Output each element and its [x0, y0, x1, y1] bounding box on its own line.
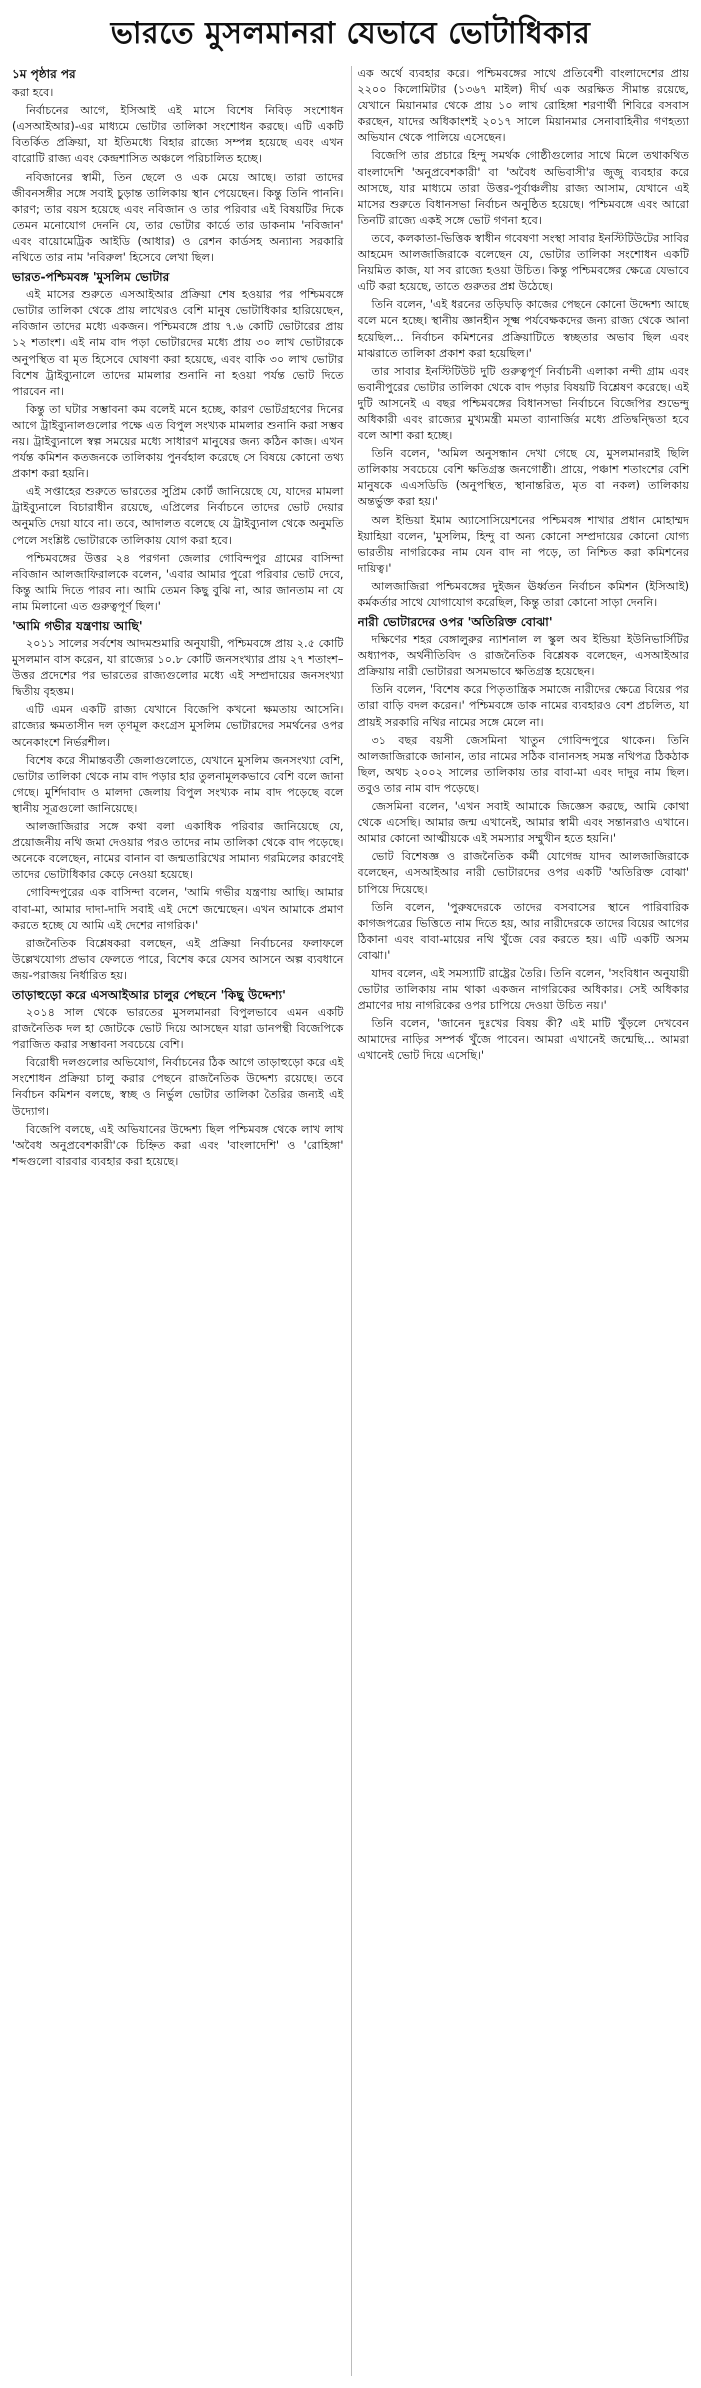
paragraph: তিনি বলেন, 'জানেন দুঃখের বিষয় কী? এই মাটি খুঁড়লে দেখবেন আমাদের নাড়ির সম্পর্ক খুঁজে পাবেন। আমরা এখানেই জন্মেছি... আমরা এখানেই ভোট দিয়ে এসেছি।' — [357, 1017, 689, 1063]
paragraph: ২০১১ সালের সর্বশেষ আদমশুমারি অনুযায়ী, পশ্চিমবঙ্গে প্রায় ২.৫ কোটি মুসলমান বাস করেন, যা রাজ্যের ১০.৮ কোটি জনসংখ্যার প্রায় ২৭ শতাংশ– উত্তর প্রদেশের পর ভারতের রাজ্যগুলোর মধ্যে এই সম্প্রদায়ের জনসংখ্যা দ্বিতীয় বৃহত্তম। — [12, 637, 344, 699]
paragraph: তবে, কলকাতা-ভিত্তিক স্বাধীন গবেষণা সংস্থা সাবার ইনস্টিটিউটের সাবির আহমেদ আলজাজিরাকে বলেছেন যে, ভোটার তালিকা সংশোধন একটি নিয়মিত কাজ, যা সব রাজ্যে হওয়া উচিত। কিন্তু পশ্চিমবঙ্গের ক্ষেত্রে যেভাবে এটি করা হয়েছে, তাতে গুরুতর প্রশ্ন উঠেছে। — [357, 231, 689, 294]
paragraph: দক্ষিণের শহর বেঙ্গালুরুর ন্যাশনাল ল স্কুল অব ইন্ডিয়া ইউনিভার্সিটির অধ্যাপক, অর্থনীতিবিদ ও রাজনৈতিক বিশ্লেষক বলেছেন, এসআইআর প্রক্রিয়ায় নারী ভোটাররা অসমভাবে ক্ষতিগ্রস্ত হয়েছেন। — [357, 633, 689, 679]
section-heading: ভারত-পশ্চিমবঙ্গ 'মুসলিম ভোটার — [12, 270, 170, 285]
paragraph: এই মাসের শুরুতে এসআইআর প্রক্রিয়া শেষ হওয়ার পর পশ্চিমবঙ্গে ভোটার তালিকা থেকে প্রায় লাখেরও বেশি মানুষ ভোটাধিকার হারিয়েছেন, নবিজান তাদের মধ্যে একজন। পশ্চিমবঙ্গে প্রায় ৭.৬ কোটি ভোটারের প্রায় ১২ শতাংশ। এই নাম বাদ পড়া ভোটারদের মধ্যে প্রায় ৩০ লাখ ভোটারকে অনুপস্থিত বা মৃত হিসেবে ঘোষণা করা হয়েছে, এবং বাকি ৩০ লাখ ভোটার বিশেষ ট্রাইব্যুনালে তাদের মামলার শুনানি না হওয়া পর্যন্ত ভোট দিতে পারবেন না। — [12, 288, 344, 398]
left-column — [12, 66, 344, 2376]
paragraph: কিন্তু তা ঘটার সম্ভাবনা কম বলেই মনে হচ্ছে, কারণ ভোটগ্রহণের দিনের আগে ট্রাইব্যুনালগুলোর পক্ষে এত বিপুল সংখ্যক মামলার শুনানি করা সম্ভব নয়। ট্রাইব্যুনালে স্বল্প সময়ের মধ্যে সাধারণ মানুষের জন্য কঠিন কাজ। এখন পর্যন্ত কমিশন কতজনকে তালিকায় পুনর্বহাল করেছে সে বিষয়ে কোনো তথ্য প্রকাশ করা হয়নি। — [12, 402, 344, 481]
paragraph: বিজেপি বলছে, এই অভিযানের উদ্দেশ্য ছিল পশ্চিমবঙ্গ থেকে লাখ লাখ 'অবৈধ অনুপ্রবেশকারী'কে চিহ্নিত করা এবং 'বাংলাদেশি' ও 'রোহিঙ্গা' শব্দগুলো বারবার ব্যবহার করা হয়েছে। — [12, 1122, 344, 1168]
paragraph: জেসমিনা বলেন, 'এখন সবাই আমাকে জিজ্ঞেস করছে, আমি কোথা থেকে এসেছি। আমার জন্ম এখানেই, আমার স্বামী এবং সন্তানরাও এখানে। আমার কোনো আত্মীয়কে এই সমস্যার সম্মুখীন হতে হয়নি।' — [357, 800, 689, 846]
paragraph: তার সাবার ইনস্টিটিউট দুটি গুরুত্বপূর্ণ নির্বাচনী এলাকা নন্দী গ্রাম এবং ভবানীপুরের ভোটার তালিকা থেকে বাদ পড়ার বিষয়টি বিশ্লেষণ করেছে। এই দুটি আসনেই এ বছর পশ্চিমবঙ্গের বিধানসভা নির্বাচনে বিজেপির শুভেন্দু অধিকারী এবং রাজ্যের মুখ্যমন্ত্রী মমতা ব্যানার্জির মধ্যে প্রতিদ্বন্দ্বিতা হবে বলে আশা করা হচ্ছে। — [357, 364, 689, 443]
paragraph: আলজাজিরার সঙ্গে কথা বলা একাধিক পরিবার জানিয়েছে যে, প্রয়োজনীয় নথি জমা দেওয়ার পরও তাদের নাম তালিকা থেকে বাদ পড়েছে। অনেকে বলেছেন, নামের বানান বা জন্মতারিখের সামান্য গরমিলের কারণেই তাদের ভোটাধিকার কেড়ে নেওয়া হয়েছে। — [12, 820, 344, 882]
section-heading: নারী ভোটারদের ওপর 'অতিরিক্ত বোঝা' — [357, 615, 553, 630]
paragraph: এটি এমন একটি রাজ্য যেখানে বিজেপি কখনো ক্ষমতায় আসেনি। রাজ্যের ক্ষমতাসীন দল তৃণমূল কংগ্রেস মুসলিম ভোটারদের সমর্থনের ওপর অনেকাংশে নির্ভরশীল। — [12, 703, 344, 749]
intro-text: করা হবে। — [12, 86, 54, 100]
paragraph: তিনি বলেন, 'অমিল অনুসন্ধান দেখা গেছে যে, মুসলমানরাই ছিলি তালিকায় সবচেয়ে বেশি ক্ষতিগ্রস্ত জনগোষ্ঠী। প্রায়ে, পঞ্চাশ শতাংশের বেশি মানুষকে এএসডিডি (অনুপস্থিত, স্থানান্তরিত, মৃত বা নকল) তালিকায় অন্তর্ভুক্ত করা হয়।' — [357, 447, 689, 509]
paragraph: অল ইন্ডিয়া ইমাম অ্যাসোসিয়েশনের পশ্চিমবঙ্গ শাখার প্রধান মোহাম্মদ ইয়াহিয়া বলেন, 'মুসলিম, হিন্দু বা অন্য কোনো সম্প্রদায়ের কোনো যোগ্য ভারতীয় নাগরিকের নাম যেন বাদ না পড়ে, তা নিশ্চিত করা কমিশনের দায়িত্ব।' — [357, 513, 689, 575]
continued-from-label: ১ম পৃষ্ঠার পর — [12, 67, 76, 81]
paragraph: ভোট বিশেষজ্ঞ ও রাজনৈতিক কর্মী যোগেন্দ্র যাদব আলজাজিরাকে বলেছেন, এসআইআর নারী ভোটারদের ওপর একটি 'অতিরিক্ত বোঝা' চাপিয়ে দিয়েছে। — [357, 850, 689, 896]
paragraph: বিরোধী দলগুলোর অভিযোগ, নির্বাচনের ঠিক আগে তাড়াহুড়ো করে এই সংশোধন প্রক্রিয়া চালু করার পেছনে রাজনৈতিক উদ্দেশ্য রয়েছে। তবে নির্বাচন কমিশন বলছে, স্বচ্ছ ও নির্ভুল ভোটার তালিকা তৈরির জন্যই এই উদ্যোগ। — [12, 1056, 344, 1118]
paragraph: বিজেপি তার প্রচারে হিন্দু সমর্থক গোষ্ঠীগুলোর সাথে মিলে তথাকথিত বাংলাদেশি 'অনুপ্রবেশকারী' বা 'অবৈধ অভিবাসী'র জুজু ব্যবহার করে আসছে, যার মাধ্যমে তারা উত্তর-পূর্বাঞ্চলীয় রাজ্য আসাম, যেখানে এই মাসের শুরুতে বিধানসভা নির্বাচন অনুষ্ঠিত হয়েছে। পশ্চিমবঙ্গে এবং আরো তিনটি রাজ্যে একই সঙ্গে ভোট গণনা হবে। — [357, 149, 689, 227]
article-columns — [12, 66, 689, 2376]
headline: ভারতে মুসলমানরা যেভাবে ভোটাধিকার — [110, 16, 591, 51]
paragraph: তিনি বলেন, 'পুরুষদেরকে তাদের বসবাসের স্থানে পারিবারিক কাগজপত্রের ভিত্তিতে নাম দিতে হয়, আর নারীদেরকে তাদের বিয়ের আগের ঠিকানা এবং বাবা-মায়ের নথি খুঁজে বের করতে হয়। এটি একটি অসম বোঝা।' — [357, 900, 689, 962]
paragraph: ২০১৪ সাল থেকে ভারতের মুসলমানরা বিপুলভাবে এমন একটি রাজনৈতিক দল হা জোটকে ভোট দিয়ে আসছেন যারা ডানপন্থী বিজেপিকে পরাজিত করার সম্ভাবনা সবচেয়ে বেশি। — [12, 1005, 344, 1052]
paragraph: আলজাজিরা পশ্চিমবঙ্গের দুইজন ঊর্ধ্বতন নির্বাচন কমিশন (ইসিআই) কর্মকর্তার সাথে যোগাযোগ করেছিল, কিন্তু তারা কোনো সাড়া দেননি। — [357, 579, 689, 609]
paragraph: এই সপ্তাহের শুরুতে ভারতের সুপ্রিম কোর্ট জানিয়েছে যে, যাদের মামলা ট্রাইব্যুনালে বিচারাধীন রয়েছে, এপ্রিলের নির্বাচনে তাদের ভোট দেয়ার অনুমতি দেয়া যাবে না। তবে, আদালত বলেছে যে ট্রাইব্যুনাল থেকে অনুমতি পেলে সংশ্লিষ্ট ভোটারকে তালিকায় যোগ করা হবে। — [12, 485, 344, 547]
paragraph: বিশেষ করে সীমান্তবর্তী জেলাগুলোতে, যেখানে মুসলিম জনসংখ্যা বেশি, ভোটার তালিকা থেকে নাম বাদ পড়ার হার তুলনামূলকভাবে বেশি বলে জানা গেছে। মুর্শিদাবাদ ও মালদা জেলায় বিপুল সংখ্যক নাম বাদ পড়েছে বলে স্থানীয় সূত্রগুলো জানিয়েছে। — [12, 753, 344, 815]
paragraph: গোবিন্দপুরের এক বাসিন্দা বলেন, 'আমি গভীর যন্ত্রণায় আছি। আমার বাবা-মা, আমার দাদা-দাদি সবাই এই দেশে জন্মেছেন। এখন আমাকে প্রমাণ করতে হচ্ছে যে আমি এই দেশের নাগরিক।' — [12, 886, 344, 932]
paragraph: তিনি বলেন, 'এই ধরনের তড়িঘড়ি কাজের পেছনে কোনো উদ্দেশ্য আছে বলে মনে হচ্ছে। স্থানীয় জ্ঞানহীন সূক্ষ্ম পর্যবেক্ষকদের জন্য রাজ্য থেকে আনা হয়েছিল... নির্বাচন কমিশনের প্রক্রিয়াটিতে স্বচ্ছতার অভাব ছিল এবং মাঝরাতে তালিকা প্রকাশ করা হয়েছিল।' — [357, 298, 689, 360]
paragraph: নির্বাচনের আগে, ইসিআই এই মাসে বিশেষ নিবিড় সংশোধন (এসআইআর)-এর মাধ্যমে ভোটার তালিকা সংশোধন করছে। এটি একটি বিতর্কিত প্রক্রিয়া, যা ইতিমধ্যে বিহার রাজ্যে সম্পন্ন হয়েছে এবং এখন বারোটি রাজ্য এবং কেন্দ্রশাসিত অঞ্চলে পরিচালিত হচ্ছে। — [12, 104, 344, 166]
right-column — [358, 66, 690, 2376]
paragraph: তিনি বলেন, 'বিশেষ করে পিতৃতান্ত্রিক সমাজে নারীদের ক্ষেত্রে বিয়ের পর তারা বাড়ি বদল করেন।' পশ্চিমবঙ্গে ডাক নামের ব্যবহারও বেশ প্রচলিত, যা প্রায়ই সরকারি নথির নামের সঙ্গে মেলে না। — [357, 683, 689, 729]
paragraph: নবিজানের স্বামী, তিন ছেলে ও এক মেয়ে আছে। তারা তাদের জীবনসঙ্গীর সঙ্গে সবাই চুড়ান্ত তালিকায় স্থান পেয়েছেন। কিন্তু তিনি পাননি। কারণ; তার বয়স হয়েছে এবং নবিজান ও তার পরিবার এই বিষয়টির দিকে তেমন মনোযোগ দেননি যে, তার ভোটার কার্ডে তার ডাকনাম 'নবিজান' এবং বায়োমেট্রিক আইডি (আধার) ও রেশন কার্ডসহ অন্যান্য সরকারি নথিতে তার নাম 'নবিরুল' হিসেবে লেখা ছিল। — [12, 170, 344, 265]
paragraph: পশ্চিমবঙ্গের উত্তর ২৪ পরগনা জেলার গোবিন্দপুর গ্রামের বাসিন্দা নবিজান আলজাফিরালকে বলেন, 'এবার আমার পুরো পরিবার ভোট দেবে, কিন্তু আমি দিতে পারব না। আমি তেমন কিছু বুঝি না, আর জানতাম না যে নাম মিলানো এত গুরুত্বপূর্ণ ছিল।' — [12, 551, 344, 613]
paragraph: এক অর্থে ব্যবহার করে। পশ্চিমবঙ্গের সাথে প্রতিবেশী বাংলাদেশের প্রায় ২২০০ কিলোমিটার (১৩৬৭ মাইল) দীর্ঘ এক অরক্ষিত সীমান্ত রয়েছে, যেখানে মিয়ানমার থেকে প্রায় ১০ লাখ রোহিঙ্গা শরণার্থী শিবিরে বসবাস করছেন, যাদের অধিকাংশই ২০১৭ সালে মিয়ানমার সেনাবাহিনীর গণহত্যা অভিযান থেকে পালিয়ে এসেছেন। — [357, 67, 689, 145]
column-divider — [351, 66, 352, 2376]
paragraph: রাজনৈতিক বিশ্লেষকরা বলছেন, এই প্রক্রিয়া নির্বাচনের ফলাফলে উল্লেখযোগ্য প্রভাব ফেলতে পারে, বিশেষ করে যেসব আসনে অল্প ব্যবধানে জয়-পরাজয় নির্ধারিত হয়। — [12, 936, 344, 982]
section-heading: তাড়াহুড়ো করে এসআইআর চালুর পেছনে 'কিছু উদ্দেশ্য' — [12, 987, 286, 1002]
section-heading: 'আমি গভীর যন্ত্রণায় আছি' — [12, 619, 143, 633]
paragraph: যাদব বলেন, এই সমস্যাটি রাষ্ট্রের তৈরি। তিনি বলেন, 'সংবিধান অনুযায়ী ভোটার তালিকায় নাম থাকা একজন নাগরিকের অধিকার। সেই অধিকার প্রমাণের দায় নাগরিকের ওপর চাপিয়ে দেওয়া উচিত নয়।' — [357, 966, 689, 1013]
paragraph: ৩১ বছর বয়সী জেসমিনা খাতুন গোবিন্দপুরে থাকেন। তিনি আলজাজিরাকে জানান, তার নামের সঠিক বানানসহ সমস্ত নথিপত্র ঠিকঠাক ছিল, অথচ ২০০২ সালের তালিকায় তার বাবা-মা এবং দাদুর নাম ছিল। তবুও তার নাম বাদ পড়েছে। — [357, 733, 689, 795]
